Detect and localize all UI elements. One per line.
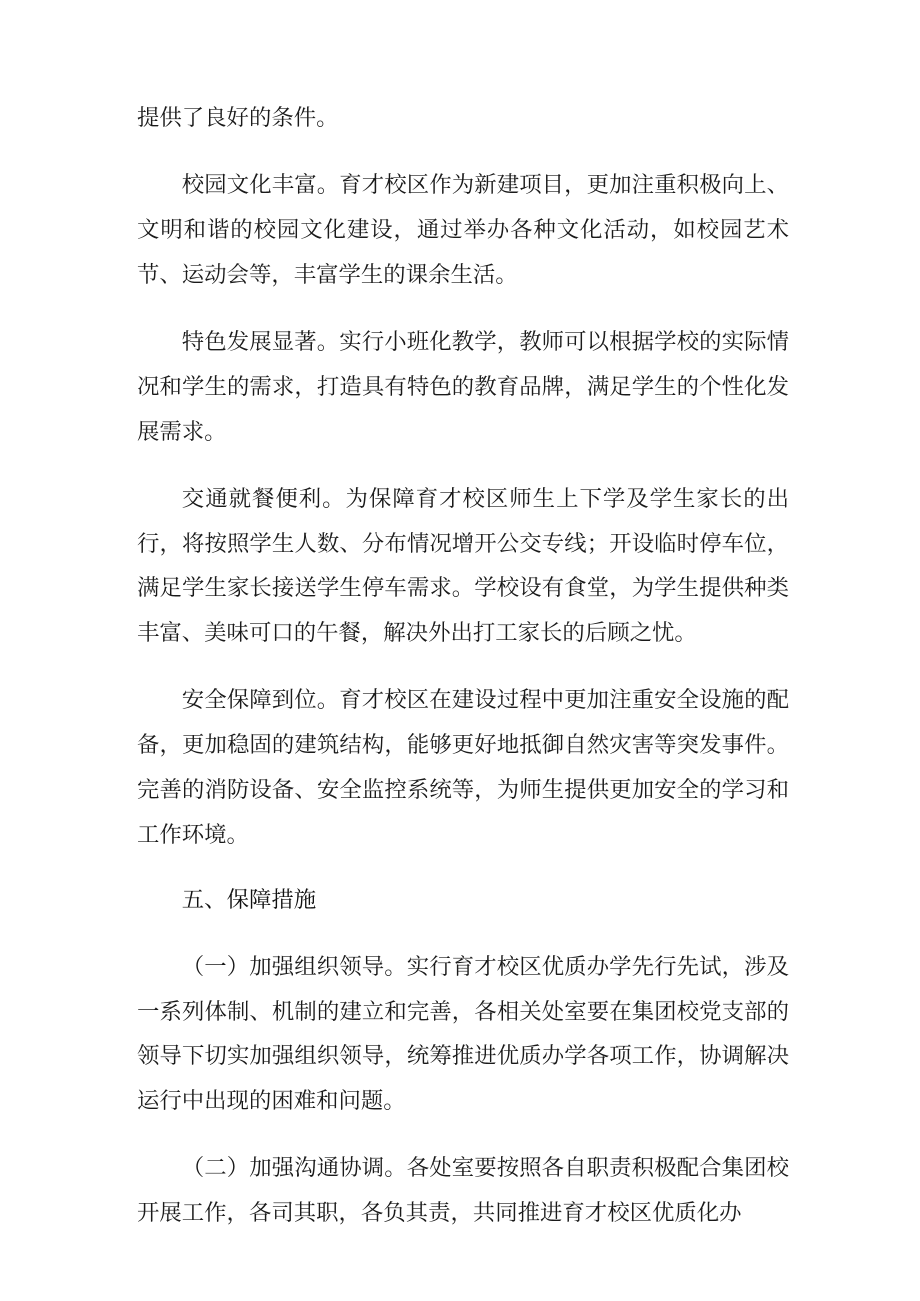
measure-organization-leadership: （一）加强组织领导。实行育才校区优质办学先行先试，涉及一系列体制、机制的建立和完善，各相关处室要在集团校党支部的领导下切实加强组织领导，统筹推进优质办学各项工作，协调解决运行中出现的困难和问题。 — [137, 953, 789, 1115]
paragraph-distinctive-development: 特色发展显著。实行小班化教学，教师可以根据学校的实际情况和学生的需求，打造具有特色的教育品牌，满足学生的个性化发展需求。 — [137, 328, 789, 445]
paragraph-transport-dining: 交通就餐便利。为保障育才校区师生上下学及学生家长的出行，将按照学生人数、分布情况增开公交专线；开设临时停车位，满足学生家长接送学生停车需求。学校设有食堂，为学生提供种类丰富、美味可口的午餐，解决外出打工家长的后顾之忧。 — [137, 485, 789, 647]
section-heading: 五、保障措施 — [181, 886, 317, 913]
measure-communication-coordination: （二）加强沟通协调。各处室要按照各自职责积极配合集团校开展工作，各司其职，各负其责，共同推进育才校区优质化办 — [137, 1155, 789, 1227]
paragraph-safety: 安全保障到位。育才校区在建设过程中更加注重安全设施的配备，更加稳固的建筑结构，能够更好地抵御自然灾害等突发事件。完善的消防设备、安全监控系统等，为师生提供更加安全的学习和工作环境。 — [137, 687, 789, 848]
document-body — [137, 96, 789, 1236]
paragraph-campus-culture: 校园文化丰富。育才校区作为新建项目，更加注重积极向上、文明和谐的校园文化建设，通过举办各种文化活动，如校园艺术节、运动会等，丰富学生的课余生活。 — [137, 172, 789, 288]
intro-tail-paragraph: 提供了良好的条件。 — [137, 105, 339, 131]
